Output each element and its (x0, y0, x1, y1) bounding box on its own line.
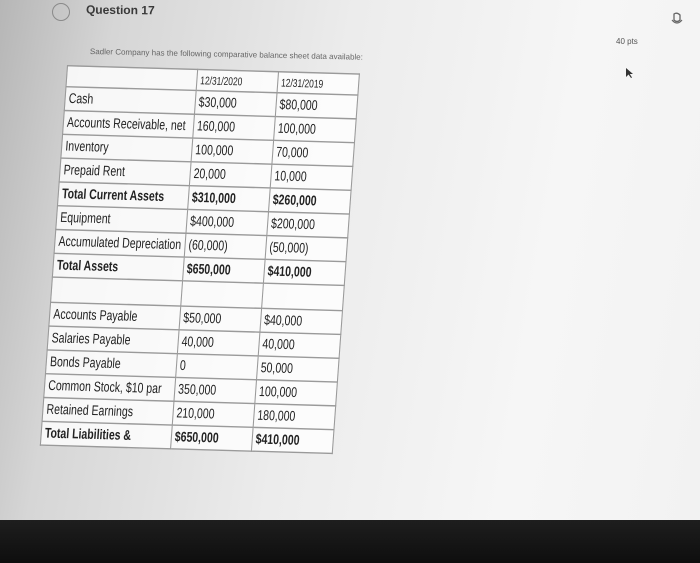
row-label: Equipment (56, 206, 188, 234)
blank-cell (261, 283, 344, 311)
row-label: Accounts Receivable, net (63, 111, 195, 139)
value-2020: 350,000 (174, 377, 257, 403)
row-label: Total Liabilities & (40, 421, 172, 449)
value-2019: $410,000 (263, 259, 346, 285)
header-2019: 12/31/2019 (277, 72, 359, 95)
value-2019: $260,000 (268, 188, 351, 214)
value-2019: 50,000 (256, 356, 339, 382)
value-2020: 210,000 (172, 401, 255, 427)
mouse-cursor-icon (626, 68, 634, 78)
value-2019: $40,000 (260, 308, 343, 334)
question-title: Question 17 (85, 2, 155, 18)
value-2019: 70,000 (272, 140, 355, 166)
value-2020: $50,000 (179, 306, 262, 332)
balance-sheet-table-wrapper (40, 65, 360, 454)
value-2019: 100,000 (255, 380, 338, 406)
value-2020: 0 (175, 354, 258, 380)
row-label: Cash (64, 87, 196, 115)
row-label: Inventory (61, 134, 193, 162)
question-intro: Sadler Company has the following comparative balance sheet data available: (89, 47, 364, 62)
value-2020: $650,000 (182, 257, 265, 283)
row-label: Retained Earnings (42, 398, 174, 426)
value-2019: 100,000 (273, 117, 356, 143)
value-2020: 40,000 (177, 330, 260, 356)
value-2020: 160,000 (192, 114, 275, 140)
value-2020: 100,000 (191, 138, 274, 164)
microphone-icon[interactable] (670, 12, 684, 28)
row-label: Accumulated Depreciation (54, 230, 186, 258)
question-marker-icon (52, 3, 70, 21)
value-2019: $410,000 (251, 427, 334, 453)
row-label: Total Current Assets (57, 182, 189, 210)
value-2020: $310,000 (187, 186, 270, 212)
value-2019: 180,000 (253, 404, 336, 430)
header-2020: 12/31/2020 (196, 69, 278, 92)
row-label: Prepaid Rent (59, 158, 191, 186)
value-2020: (60,000) (184, 233, 267, 259)
row-label: Total Assets (52, 253, 184, 281)
value-2019: (50,000) (265, 236, 348, 262)
value-2020: $30,000 (194, 90, 277, 116)
monitor-bezel (0, 520, 700, 563)
value-2019: 40,000 (258, 332, 341, 358)
blank-cell (51, 277, 183, 306)
value-2019: 10,000 (270, 164, 353, 190)
row-label: Accounts Payable (49, 302, 181, 330)
value-2020: 20,000 (189, 162, 272, 188)
value-2020: $650,000 (170, 425, 253, 451)
row-label: Common Stock, $10 par (44, 374, 176, 402)
question-points: 40 pts (616, 37, 638, 46)
value-2019: $80,000 (275, 93, 358, 119)
blank-cell (180, 281, 263, 309)
value-2020: $400,000 (186, 209, 269, 235)
value-2019: $200,000 (267, 212, 350, 238)
balance-sheet-table (40, 65, 360, 454)
row-label: Salaries Payable (47, 326, 179, 354)
row-label: Bonds Payable (45, 350, 177, 378)
